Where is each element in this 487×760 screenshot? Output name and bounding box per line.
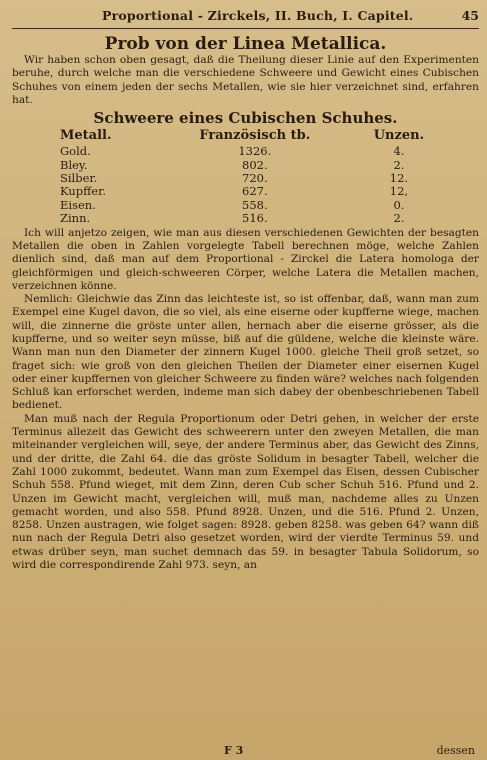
table-title: Schweere eines Cubischen Schuhes. [93,109,398,128]
table-row [12,145,479,158]
metal-ounces: 0. [393,197,405,212]
metal-ounces: 12, [389,184,409,199]
table-header-row [12,128,479,145]
body-paragraph-3 [12,413,479,573]
metal-weight: 1326. [238,144,272,159]
page-footer [0,744,487,758]
page-number: 45 [461,8,479,23]
metal-name: Bley. [60,157,88,172]
section-title: Prob von der Linea Metallica. [104,34,387,54]
table-row [12,185,479,198]
metal-weight: 627. [242,184,268,199]
metal-weight: 802. [242,157,268,172]
metal-name: Silber. [60,171,98,185]
intro-paragraph [12,54,479,107]
metal-ounces: 12. [389,171,409,185]
table-row [12,199,479,212]
paragraph-text: Man muß nach der Regula Proportionum oder Detri gehen, in welcher der erste Terminus allezeit das Gewicht des schweerern unter den zweyen Metallen, die man miteinander vergleichen will, seye, der andere Terminus aber, das Gewicht des Zinns, und der dritte, die Zahl 64. die das gröste Solidum in besagter Tabell, welcher die Zahl 1000 zukommt, bedeutet. Wann man zum Exempel das Eisen, dessen Cubischer Schuh 558. Pfund wieget, mit dem Zinn, deren Cub scher Schuh 516. Pfund und 2. Unzen im Gewicht macht, vergleichen will, muß man, nachdeme alles zu Unzen gemacht worden, und also 558. Pfund 8928. Unzen, und die 516. Pfund 2. Unzen, 8258. Unzen austragen, wie folget sagen: 8928. geben 8258. was geben 64? wann diß nun nach der Regula Detri also gesetzet worden, wird der vierdte Terminus 59. und etwas drüber seyn, man suchet demnach das 59. in besagter Tabula Solidorum, so wird die correspondirende Zahl 973. seyn, an [12,412,479,572]
column-header-ounces: Unzen. [373,128,425,144]
column-header-weight: Französisch tb. [199,128,311,144]
metal-ounces: 2. [393,211,405,226]
metal-weight: 558. [242,197,268,212]
metal-name: Gold. [60,144,91,159]
table-row [12,159,479,172]
metal-weight: 516. [242,211,268,226]
table-row [12,212,479,225]
metal-name: Eisen. [60,197,96,212]
column-header-metal: Metall. [60,128,112,144]
metal-name: Zinn. [60,211,91,226]
metal-ounces: 4. [393,144,405,159]
paragraph-text: Ich will anjetzo zeigen, wie man aus diesen verschiedenen Gewichten der besagten Metallen die oben in Zahlen vorgelegte Tabell berechnen möge, welche Zahlen dienlich sind, daß man auf dem Proportional - Zirckel die Latera homologa der gleichförmigen und gleich-schweeren Cörper, welche Latera die Metallen machen, verzeichnen könne. [12,226,479,292]
catchword: dessen [436,744,475,757]
page-header [12,6,479,29]
running-head: Proportional - Zirckels, II. Buch, I. Capitel. [102,8,414,23]
metal-name: Kupffer. [60,184,106,199]
intro-paragraph-text: Wir haben schon oben gesagt, daß die Theilung dieser Linie auf den Experimenten beruhe, durch welche man die verschiedene Schweere und Gewicht eines Cubischen Schuhes von einem jeden der sechs Metallen, wie sie hier verzeichnet sind, erfahren hat. [12,54,479,106]
metal-weight: 720. [242,171,268,185]
metal-ounces: 2. [393,157,405,172]
table-row [12,172,479,185]
paragraph-text: Nemlich: Gleichwie das Zinn das leichteste ist, so ist offenbar, daß, wann man zum Exempel eine Kugel davon, die so viel, als eine eiserne oder kupfferne wiege, machen will, die zinnerne die gröste unter allen, hernach aber die eiserne grösser, als die kupfferne, und so weiter seyn müsse, biß auf die güldene, welche die kleinste wäre. Wann man nun den Diameter der zinnern Kugel 1000. gleiche Theil groß setzet, so fraget sich: wie groß von den gleichen Theilen der Diameter einer eisernen Kugel oder einer kupffernen von gleicher Schweere zu finden wäre? welches nach folgenden Schluß kan erforschet werden, indeme man sich dabey der obenbeschriebenen Tabell bedienet. [12,293,479,412]
metals-table [12,128,479,225]
signature-mark: F 3 [224,744,244,757]
body-paragraph-1 [12,227,479,293]
body-paragraph-2 [12,293,479,413]
